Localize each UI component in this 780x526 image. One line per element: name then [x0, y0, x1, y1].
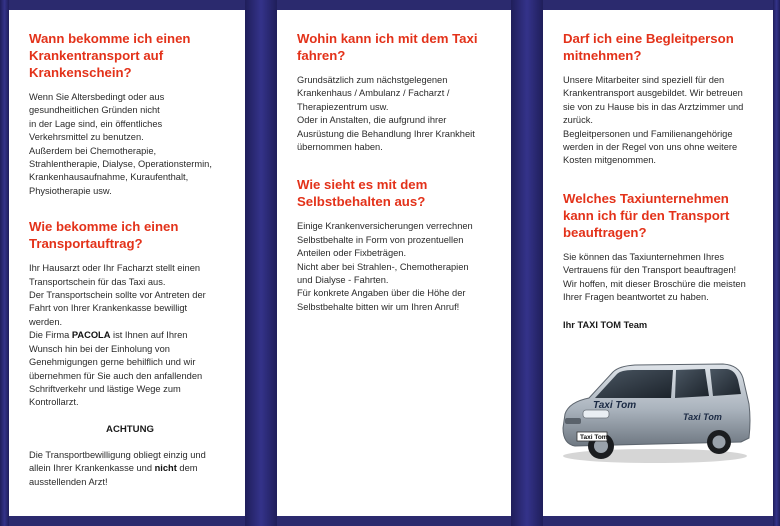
car-side-lettering: Taxi Tom	[683, 412, 722, 422]
brochure-panel-3	[543, 10, 773, 516]
question-heading-deductible: Wie sieht es mit dem Selbstbehalten aus?	[297, 177, 428, 210]
car-door-lettering: Taxi Tom	[593, 400, 637, 411]
answer-text-sick-transport: Wenn Sie Altersbedingt oder aus gesundheitlichen Gründen nicht in der Lage sind, ein öffentliches Verkehrsmittel zu benutzen. Außerdem bei Chemotherapie, Strahlentherapie, Dialyse, Operationstermin, Krankenhausaufnahme, Kuraufenthalt, Physiotherapie usw.	[29, 92, 212, 196]
attention-text: Die Transportbewilligung obliegt einzig und allein Ihrer Krankenkasse und nicht dem ausstellenden Arzt!	[29, 449, 206, 487]
attention-label: ACHTUNG	[106, 423, 154, 435]
brochure-panel-2	[277, 10, 511, 516]
question-heading-transport-order: Wie bekomme ich einen Transportauftrag?	[29, 219, 179, 252]
answer-text-deductible: Einige Krankenversicherungen verrechnen Selbstbehalte in Form von prozentuellen Anteilen oder Fixbeträgen. Nicht aber bei Strahlen-, Chemotherapien und Dialyse - Fahrten. Für konkrete Angaben über die Höhe der Selbstbehalte bitten wir um Ihren Anruf!	[297, 221, 473, 312]
answer-text-destination: Grundsätzlich zum nächstgelegenen Krankenhaus / Ambulanz / Facharzt / Therapiezentrum usw. Oder in Anstalten, die aufgrund ihrer Ausrüstung die Behandlung Ihrer Krankheit übernommen haben.	[297, 75, 475, 153]
answer-text-taxi-company: Sie können das Taxiunternehmen Ihres Vertrauens für den Transport beauftragen! Wir hoffen, mit dieser Broschüre die meisten Ihrer Fragen beantwortet zu haben.	[563, 251, 746, 303]
answer-text-companion: Unsere Mitarbeiter sind speziell für den Krankentransport ausgebildet. Wir betreuen sie von zu Hause bis in das Arztzimmer und zurück. Begleitpersonen und Familienangehörige werden in der Regel von uns ohne weitere Kosten mitgenommen.	[563, 75, 744, 166]
answer-text-transport-order: Ihr Hausarzt oder Ihr Facharzt stellt einen Transportschein für das Taxi aus. Der Transportschein sollte vor Antreten der Fahrt von Ihrer Krankenkasse bewilligt werden. Die Firma PACOLA ist Ihnen auf Ihren Wunsch hin bei der Einholung von Genehmigungen gerne behilflich und wir übernehmen für Sie auch den anfallenden Schriftverkehr und lästige Wege zum Kontrollarzt.	[29, 263, 206, 408]
question-heading-companion: Darf ich eine Begleitperson mitnehmen?	[563, 31, 734, 63]
question-heading-sick-transport: Wann bekomme ich einen Krankentransport auf Krankenschein?	[29, 31, 191, 80]
question-heading-destination: Wohin kann ich mit dem Taxi fahren?	[297, 31, 478, 63]
fold-edge-right	[773, 0, 780, 526]
fold-gap-2	[511, 0, 543, 526]
car-license-plate: Taxi Tom	[580, 434, 608, 441]
fold-edge-left	[0, 0, 9, 526]
team-signature: Ihr TAXI TOM Team	[563, 320, 648, 331]
company-name: PACOLA	[71, 330, 111, 341]
brochure-panel-1	[9, 10, 245, 516]
taxi-car-image	[555, 358, 755, 466]
question-heading-taxi-company: Welches Taxiunternehmen kann ich für den Transport beauftragen?	[563, 190, 730, 240]
fold-gap-1	[245, 0, 277, 526]
